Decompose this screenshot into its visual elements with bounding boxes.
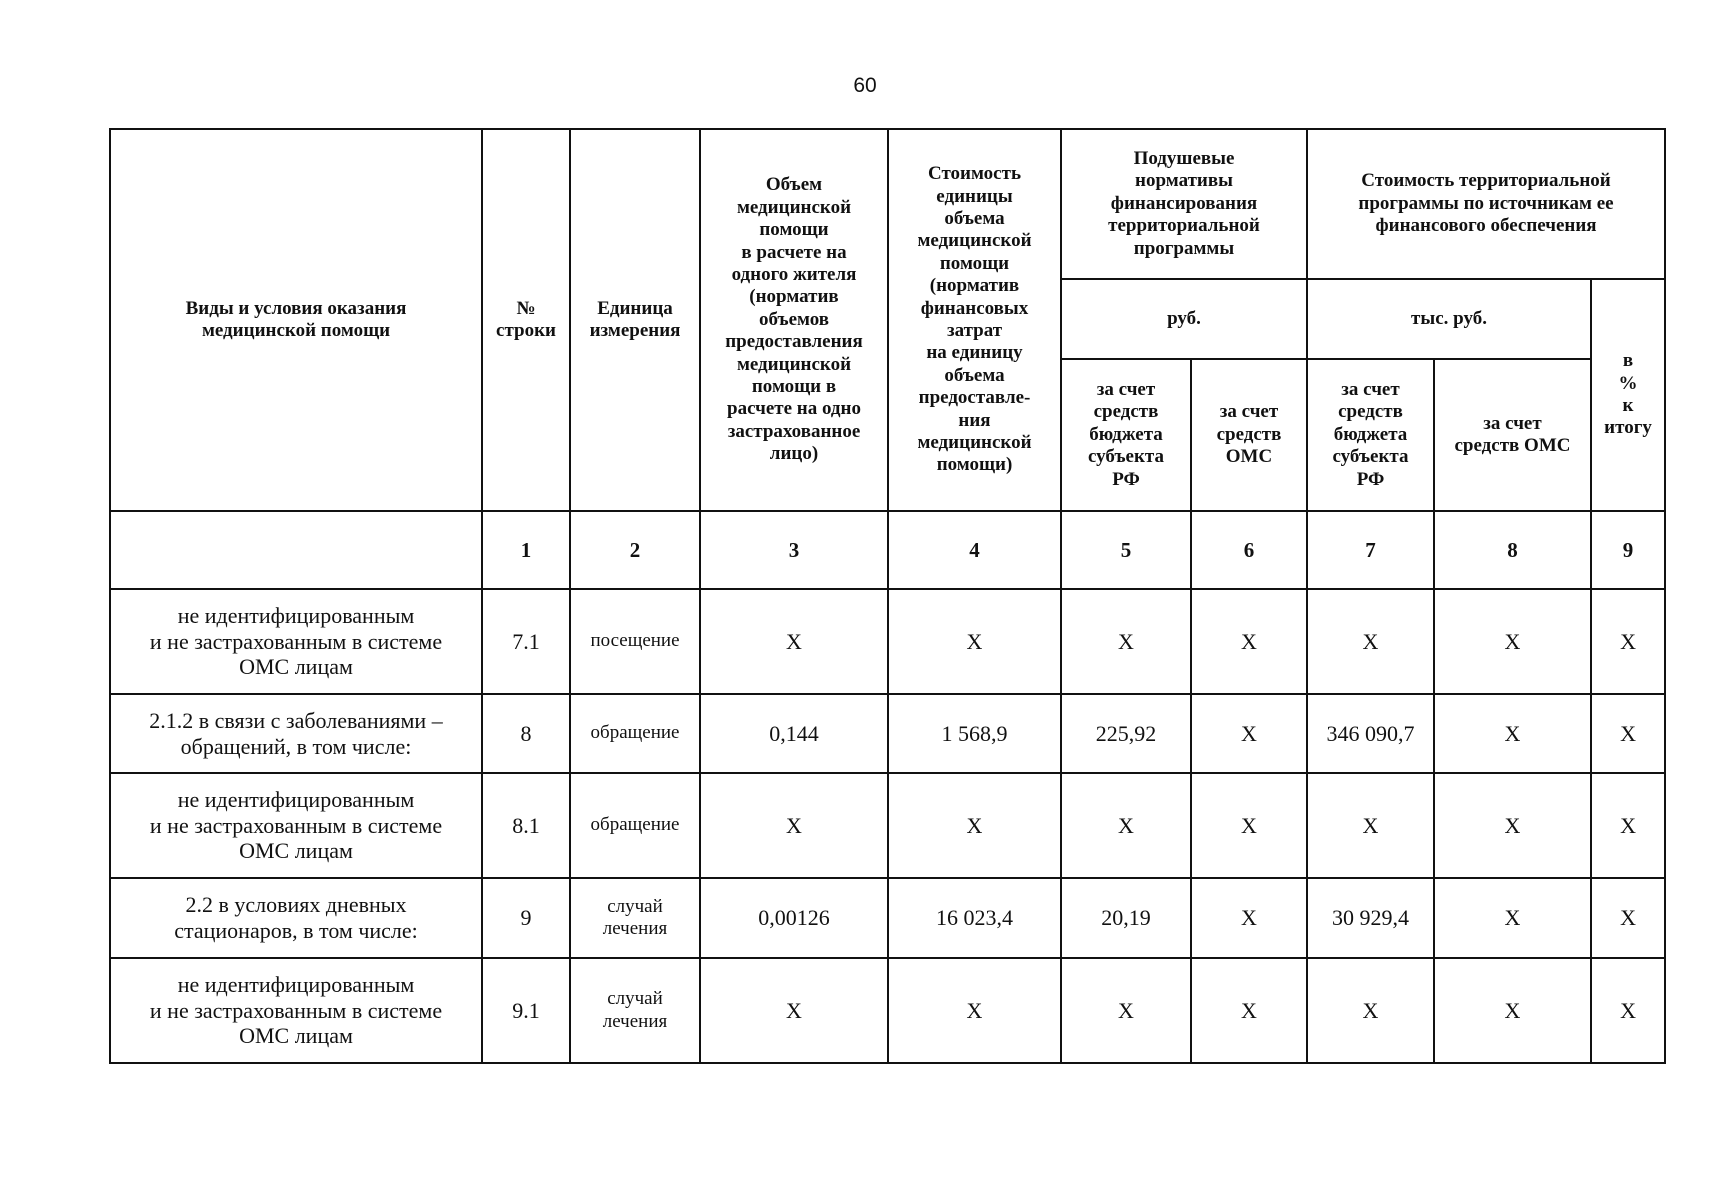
cell-unit-cost: 16 023,4: [888, 878, 1061, 958]
row-number: 9: [482, 878, 570, 958]
row-name: не идентифицированным и не застрахованным в системе ОМС лицам: [110, 773, 482, 878]
cell-unit-cost: 1 568,9: [888, 694, 1061, 773]
cell-budget-rf-thous: Х: [1307, 958, 1434, 1063]
cell-volume: 0,144: [700, 694, 888, 773]
row-unit: обращение: [570, 694, 700, 773]
cell-volume: Х: [700, 958, 888, 1063]
header-thous-rub: тыс. руб.: [1307, 279, 1591, 359]
financing-table: [109, 128, 1666, 1064]
table-row: [110, 694, 1665, 773]
cell-oms: Х: [1191, 773, 1307, 878]
row-number: 8: [482, 694, 570, 773]
header-percent: в % к итогу: [1591, 279, 1665, 511]
cell-oms-thous: Х: [1434, 589, 1591, 694]
column-number: [110, 511, 482, 589]
row-number: 8.1: [482, 773, 570, 878]
cell-budget-rf: 20,19: [1061, 878, 1191, 958]
cell-unit-cost: Х: [888, 958, 1061, 1063]
table-header: [110, 129, 1665, 589]
header-row-number: № строки: [482, 129, 570, 511]
cell-percent: Х: [1591, 878, 1665, 958]
cell-budget-rf: Х: [1061, 589, 1191, 694]
cell-percent: Х: [1591, 694, 1665, 773]
cell-oms-thous: Х: [1434, 694, 1591, 773]
column-number: 8: [1434, 511, 1591, 589]
column-number: 6: [1191, 511, 1307, 589]
cell-budget-rf-thous: Х: [1307, 773, 1434, 878]
cell-oms: Х: [1191, 694, 1307, 773]
row-unit: случай лечения: [570, 878, 700, 958]
cell-budget-rf-thous: 30 929,4: [1307, 878, 1434, 958]
cell-oms: Х: [1191, 958, 1307, 1063]
row-unit: обращение: [570, 773, 700, 878]
table-row: [110, 878, 1665, 958]
column-number: 7: [1307, 511, 1434, 589]
header-oms-thous: за счет средств ОМС: [1434, 359, 1591, 511]
cell-oms: Х: [1191, 589, 1307, 694]
header-kinds: Виды и условия оказания медицинской помощи: [110, 129, 482, 511]
header-unit-cost: Стоимость единицы объема медицинской помощи (норматив финансовых затрат на единицу объема предоставле- ния медицинской помощи): [888, 129, 1061, 511]
table-row: [110, 589, 1665, 694]
row-name: не идентифицированным и не застрахованным в системе ОМС лицам: [110, 958, 482, 1063]
cell-budget-rf: Х: [1061, 773, 1191, 878]
row-name: не идентифицированным и не застрахованным в системе ОМС лицам: [110, 589, 482, 694]
table-row: [110, 958, 1665, 1063]
cell-oms-thous: Х: [1434, 878, 1591, 958]
column-number: 2: [570, 511, 700, 589]
cell-budget-rf: Х: [1061, 958, 1191, 1063]
row-unit: случай лечения: [570, 958, 700, 1063]
column-number: 3: [700, 511, 888, 589]
row-name: 2.2 в условиях дневных стационаров, в том числе:: [110, 878, 482, 958]
header-unit: Единица измерения: [570, 129, 700, 511]
column-number: 4: [888, 511, 1061, 589]
column-numbers-row: [110, 511, 1665, 589]
header-budget-rf-thous: за счет средств бюджета субъекта РФ: [1307, 359, 1434, 511]
cell-percent: Х: [1591, 958, 1665, 1063]
cell-budget-rf-thous: Х: [1307, 589, 1434, 694]
cell-percent: Х: [1591, 589, 1665, 694]
page-number: 60: [853, 74, 877, 97]
header-territorial-cost: Стоимость территориальной программы по источникам ее финансового обеспечения: [1307, 129, 1665, 279]
header-oms: за счет средств ОМС: [1191, 359, 1307, 511]
cell-volume: Х: [700, 589, 888, 694]
row-name: 2.1.2 в связи с заболеваниями – обращений, в том числе:: [110, 694, 482, 773]
cell-budget-rf: 225,92: [1061, 694, 1191, 773]
table-body: [110, 589, 1665, 1063]
column-number: 1: [482, 511, 570, 589]
header-volume: Объем медицинской помощи в расчете на одного жителя (норматив объемов предоставления медицинской помощи в расчете на одно застрахованное лицо): [700, 129, 888, 511]
header-rub: руб.: [1061, 279, 1307, 359]
cell-volume: Х: [700, 773, 888, 878]
cell-oms-thous: Х: [1434, 773, 1591, 878]
cell-oms: Х: [1191, 878, 1307, 958]
column-number: 9: [1591, 511, 1665, 589]
cell-unit-cost: Х: [888, 589, 1061, 694]
column-number: 5: [1061, 511, 1191, 589]
table-row: [110, 773, 1665, 878]
cell-percent: Х: [1591, 773, 1665, 878]
row-number: 7.1: [482, 589, 570, 694]
row-unit: посещение: [570, 589, 700, 694]
cell-oms-thous: Х: [1434, 958, 1591, 1063]
cell-budget-rf-thous: 346 090,7: [1307, 694, 1434, 773]
cell-unit-cost: Х: [888, 773, 1061, 878]
header-budget-rf: за счет средств бюджета субъекта РФ: [1061, 359, 1191, 511]
row-number: 9.1: [482, 958, 570, 1063]
header-per-capita: Подушевые нормативы финансирования территориальной программы: [1061, 129, 1307, 279]
cell-volume: 0,00126: [700, 878, 888, 958]
